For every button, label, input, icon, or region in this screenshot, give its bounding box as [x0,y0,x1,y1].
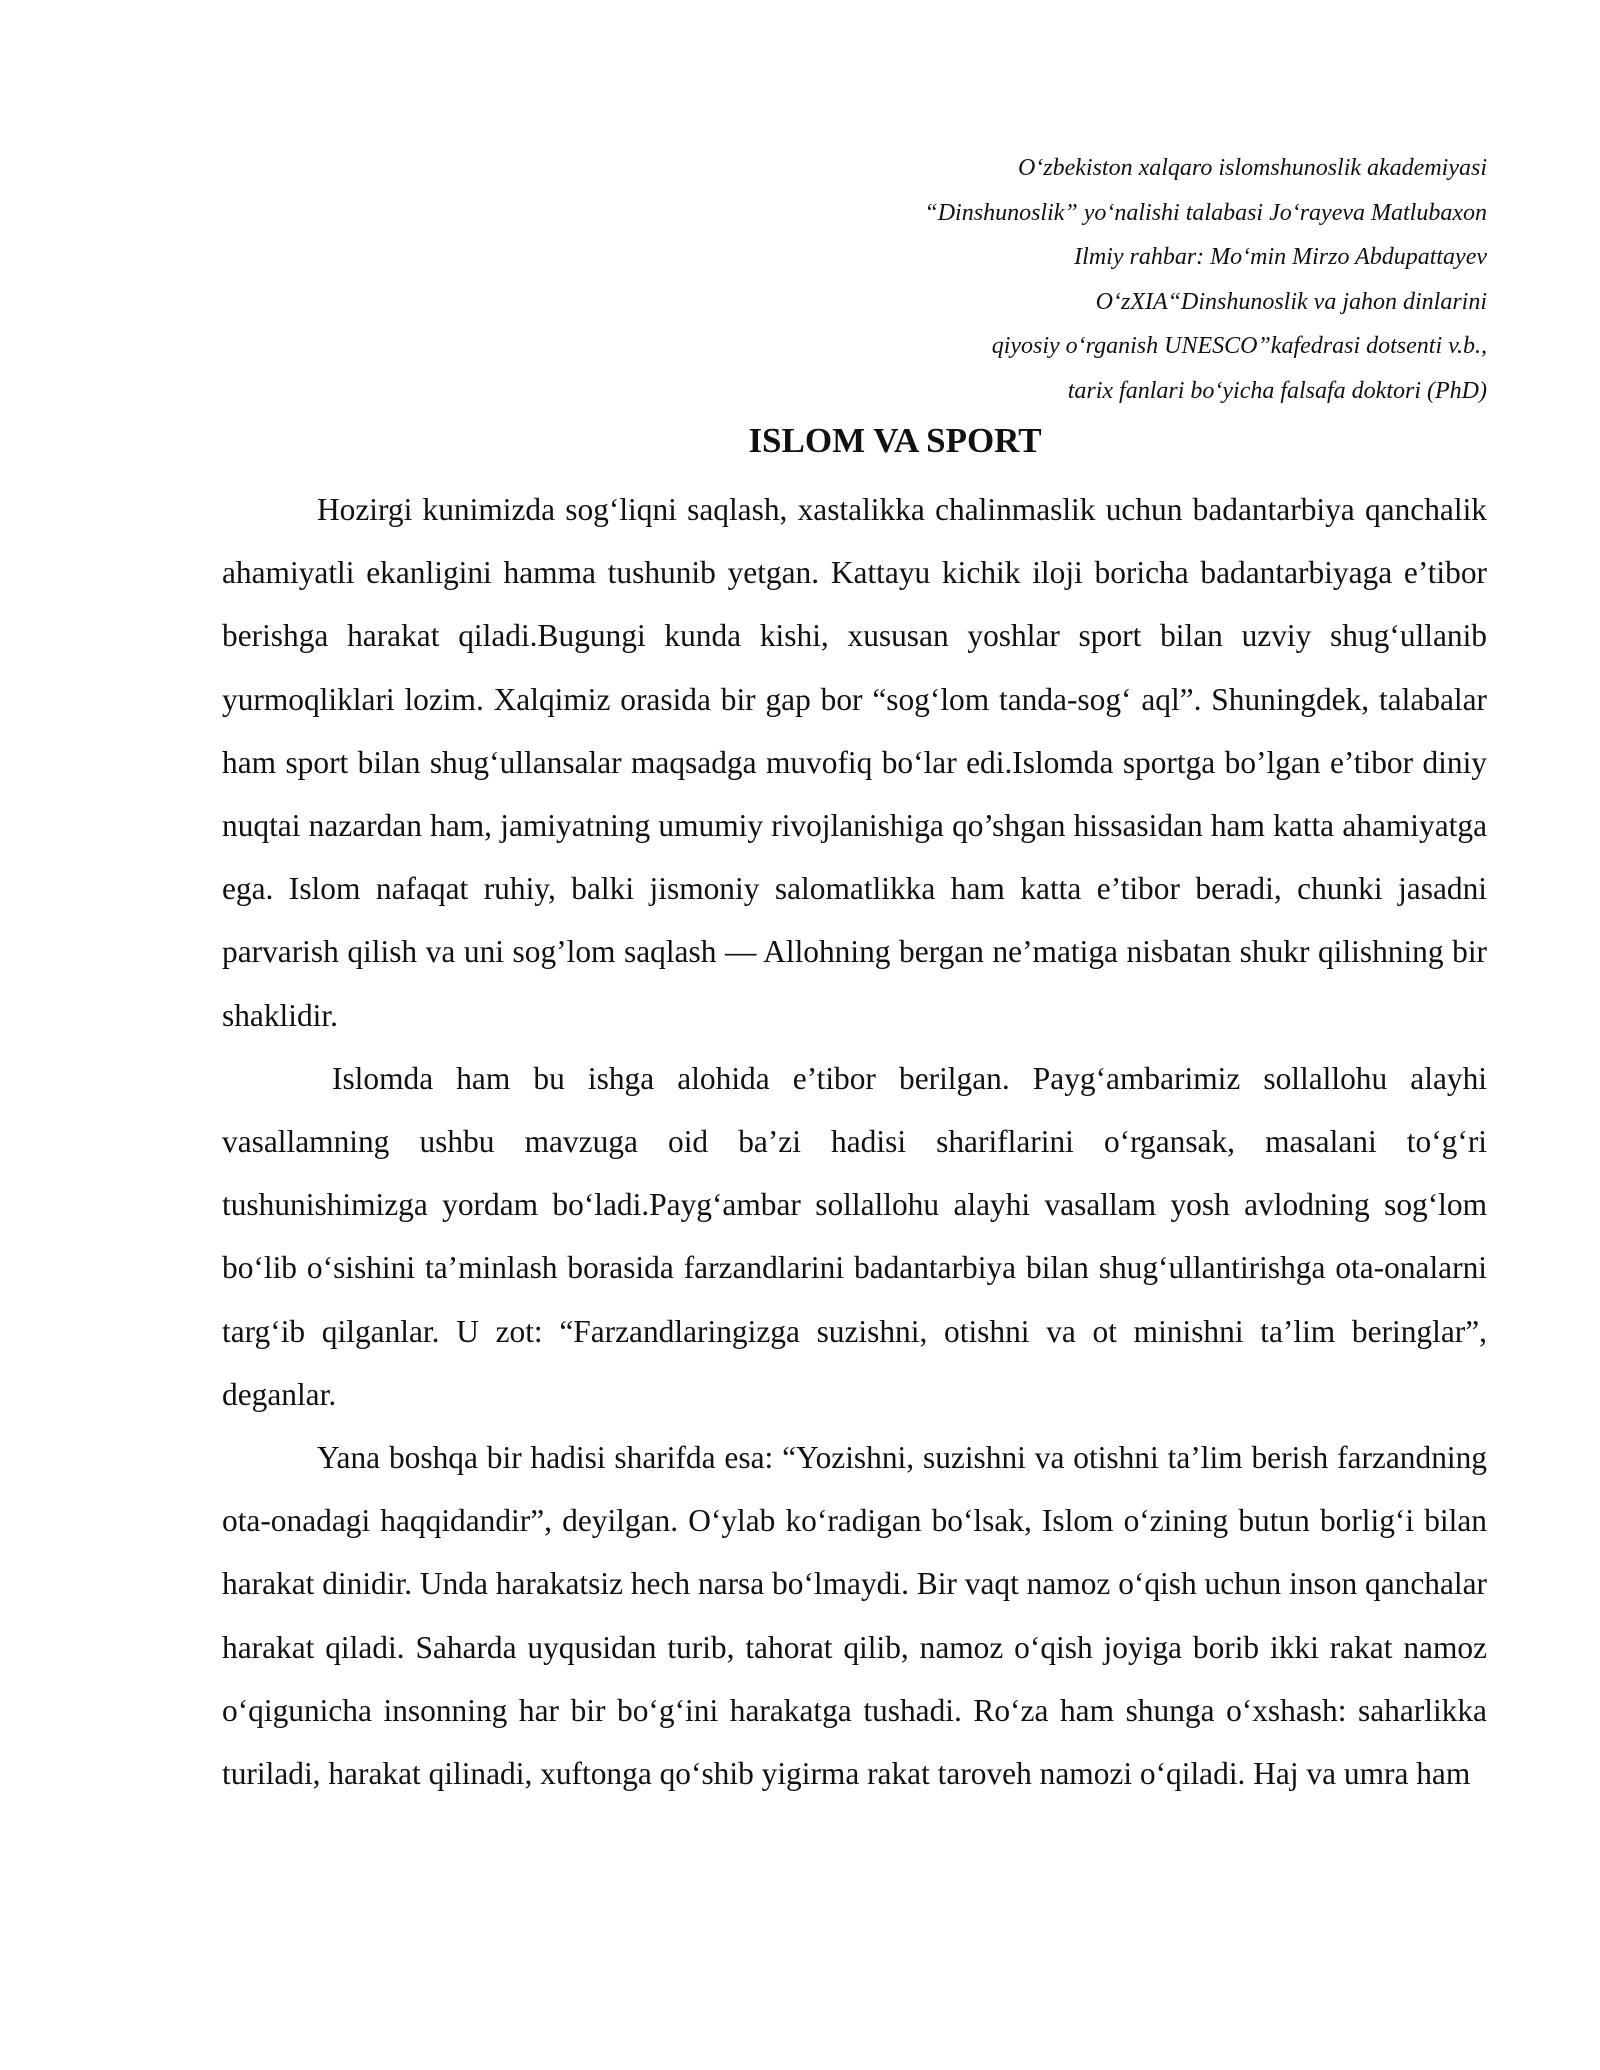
author-line-student: “Dinshunoslik” yo‘nalishi talabasi Jo‘rayeva Matlubaxon [924,199,1487,226]
body-paragraph: Islomda ham bu ishga alohida e’tibor berilgan. Payg‘ambarimiz sollallohu alayhi vasallamning ushbu mavzuga oid ba’zi hadisi shariflarini o‘rgansak, masalani to‘g‘ri tushunishimizga yordam bo‘ladi.Payg‘ambar sollallohu alayhi vasallam yosh avlodning sog‘lom bo‘lib o‘sishini ta’minlash borasida farzandlarini badantarbiya bilan shug‘ullantirishga ota-onalarni targ‘ib qilganlar. U zot: “Farzandlaringizga suzishni, otishni va ot minishni ta’lim beringlar”, deganlar. [222,1060,1487,1412]
author-line-academy: O‘zbekiston xalqaro islomshunoslik akademiyasi [1017,155,1487,181]
document-body [222,478,1487,1805]
author-line-position: qiyosiy o‘rganish UNESCO”kafedrasi dotsenti v.b., [991,333,1487,360]
author-line-supervisor: Ilmiy rahbar: Mo‘min Mirzo Abdupattayev [1074,244,1487,271]
body-paragraph: Yana boshqa bir hadisi sharifda esa: “Yozishni, suzishni va otishni ta’lim berish farzandning ota-onadagi haqqidandir”, deyilgan. O‘ylab ko‘radigan bo‘lsak, Islom o‘zining butun borlig‘i bilan harakat dinidir. Unda harakatsiz hech narsa bo‘lmaydi. Bir vaqt namoz o‘qish uchun inson qanchalar harakat qiladi. Saharda uyqusidan turib, tahorat qilib, namoz o‘qish joyiga borib ikki rakat namoz o‘qigunicha insonning har bir bo‘g‘ini harakatga tushadi. Ro‘za ham shunga o‘xshash: saharlikka turiladi, harakat qilinadi, xuftonga qo‘shib yigirma rakat taroveh namozi o‘qiladi. Haj va umra ham [222,1440,1487,1792]
author-info-block [587,146,1487,414]
body-paragraph: Hozirgi kunimizda sog‘liqni saqlash, xastalikka chalinmaslik uchun badantarbiya qanchalik ahamiyatli ekanligini hamma tushunib yetgan. Kattayu kichik iloji boricha badantarbiyaga e’tibor berishga harakat qiladi.Bugungi kunda kishi, xususan yoshlar sport bilan uzviy shug‘ullanib yurmoqliklari lozim. Xalqimiz orasida bir gap bor “sog‘lom tanda-sog‘ aql”. Shuningdek, talabalar ham sport bilan shug‘ullansalar maqsadga muvofiq bo‘lar edi.Islomda sportga bo’lgan e’tibor diniy nuqtai nazardan ham, jamiyatning umumiy rivojlanishiga qo’shgan hissasidan ham katta ahamiyatga ega. Islom nafaqat ruhiy, balki jismoniy salomatlikka ham katta e’tibor beradi, chunki jasadni parvarish qilish va uni sog’lom saqlash — Allohning bergan ne’matiga nisbatan shukr qilishning bir shaklidir. [222,492,1487,1033]
author-line-department: O‘zXIA“Dinshunoslik va jahon dinlarini [1095,288,1487,315]
document-title: ISLOM VA SPORT [748,421,1042,460]
author-line-degree: tarix fanlari bo‘yicha falsafa doktori (PhD) [1067,377,1487,404]
